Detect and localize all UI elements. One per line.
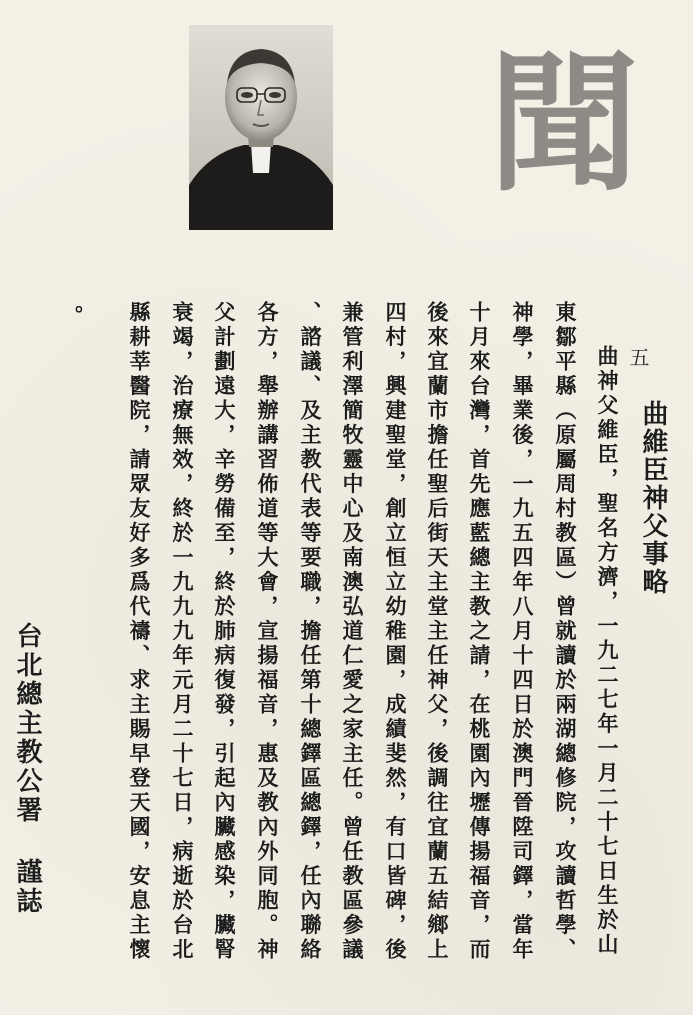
body-line-4: 十月來台灣，首先應藍總主教之請，在桃園內壢傳揚福音，而 xyxy=(467,301,492,963)
article-title: 曲維臣神父事略 xyxy=(638,400,668,596)
body-line-5: 後來宜蘭市擔任聖后街天主堂主任神父，後調往宜蘭五結鄉上 xyxy=(425,301,450,963)
signature-respectfully: 謹誌 xyxy=(12,858,42,916)
body-line-3: 神學，畢業後，一九五四年八月十四日於澳門晉陞司鐸，當年 xyxy=(510,301,535,963)
body-line-2: 東鄒平縣（原屬周村教區）曾就讀於兩湖總修院，攻讀哲學、 xyxy=(553,301,578,963)
body-line-11: 衰竭，治療無效，終於一九九九年元月二十七日，病逝於台北 xyxy=(170,301,195,963)
body-line-9: 各方，舉辦講習佈道等大會，宣揚福音，惠及教內外同胞。神 xyxy=(255,301,280,963)
priest-portrait-photo xyxy=(189,25,333,230)
body-line-12: 縣耕莘醫院，請眾友好多爲代禱、求主賜早登天國，安息主懷 xyxy=(127,301,152,963)
title-suffix: 五 xyxy=(626,347,650,367)
body-line-8: 、諮議、及主教代表等要職，擔任第十總鐸區總鐸，任內聯絡 xyxy=(298,301,323,963)
body-line-1: 曲神父維臣，聖名方濟，一九二七年一月二十七日生於山 xyxy=(595,345,620,958)
body-line-10: 父計劃遠大，辛勞備至，終於肺病復發，引起內臟感染，臟腎 xyxy=(212,301,237,963)
signature-organization: 台北總主教公署 xyxy=(12,622,42,825)
body-line-6: 四村，興建聖堂，創立恒立幼稚園，成績斐然，有口皆碑，後 xyxy=(383,301,408,963)
heading-character: 聞 xyxy=(489,38,636,212)
body-line-7: 兼管利澤簡牧靈中心及南澳弘道仁愛之家主任。曾任教區參議 xyxy=(340,301,365,963)
body-line-13: 。 xyxy=(60,305,85,330)
